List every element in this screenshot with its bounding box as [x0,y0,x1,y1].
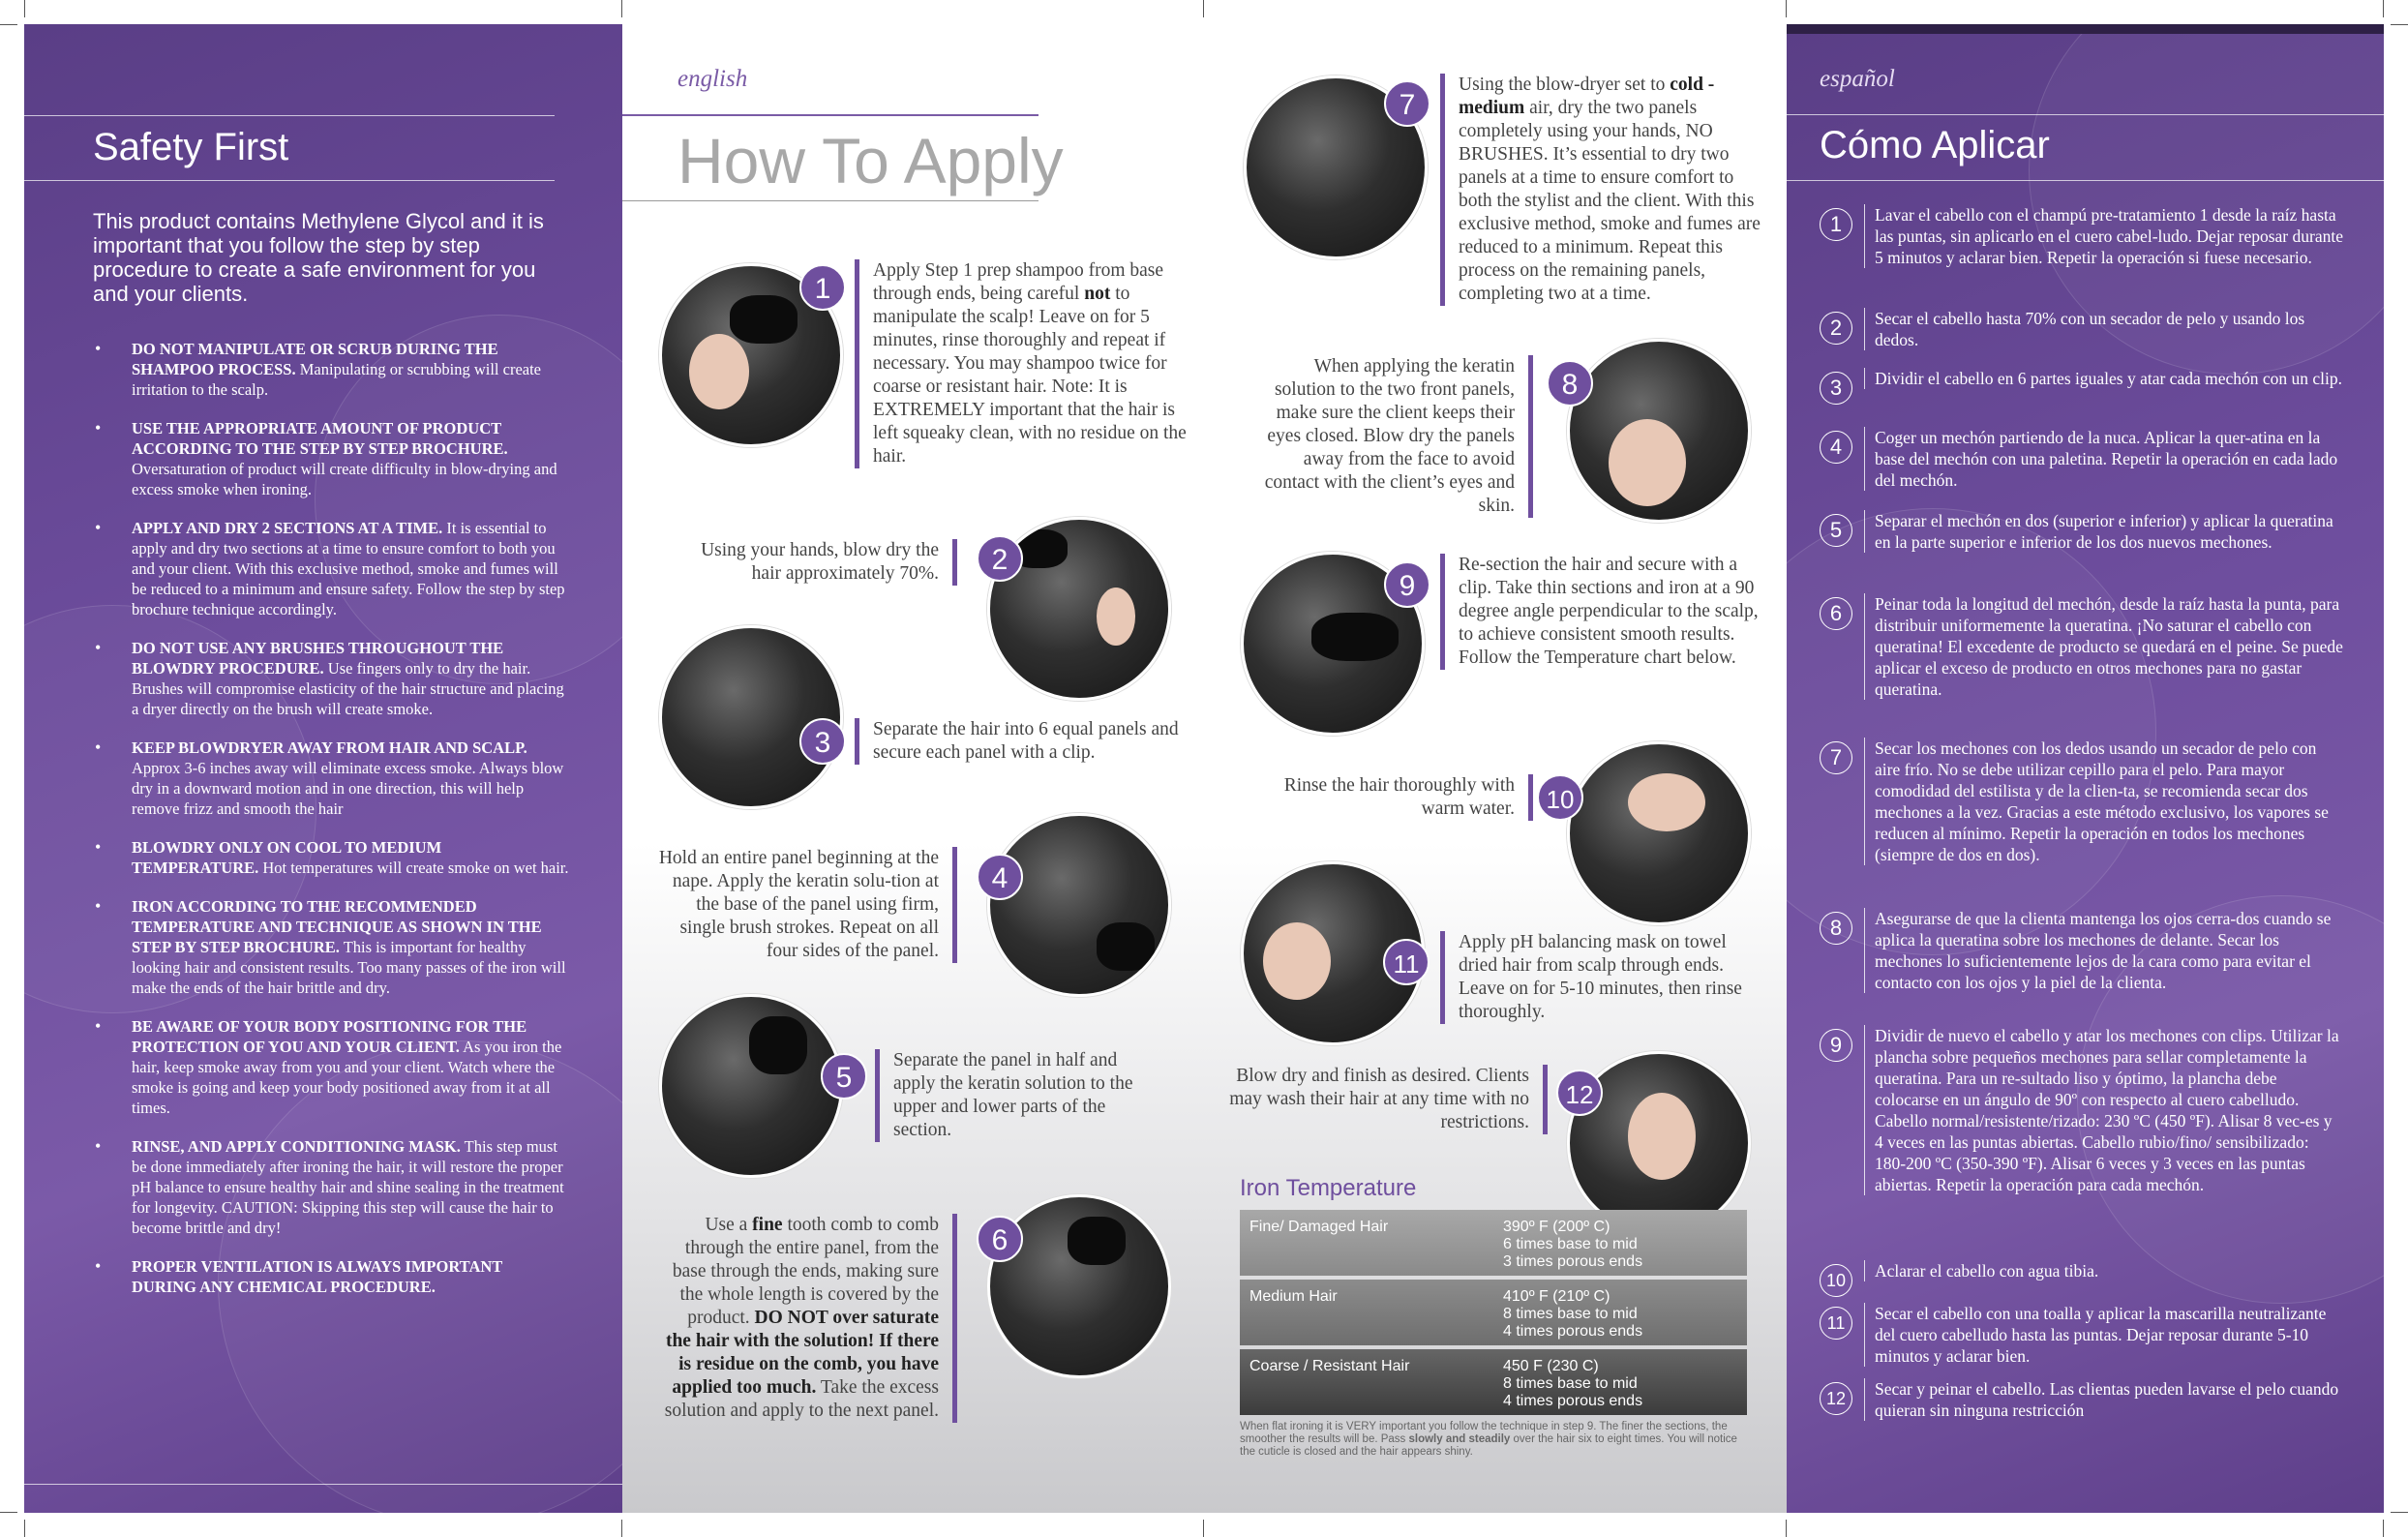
step-number-badge: 11 [1820,1307,1852,1340]
safety-item [93,837,569,878]
face-shape [1097,588,1135,646]
step-number-badge: 10 [1820,1264,1852,1297]
bullet-icon: • [95,1136,102,1156]
spanish-step-text: Lavar el cabello con el champú pre-tratamiento 1 desde la raíz hasta las puntas, sin aplicarlo en el cuero cabel-ludo. Dejar reposar durante 5 minutos y aclarar bien. Repetir la operación si fuese necesario. [1864,204,2343,268]
step-2-text: Using your hands, blow dry the hair approximately 70%. [677,539,957,586]
safety-item-heading: DO NOT MANIPULATE OR SCRUB DURING THE SHAMPOO PROCESS. [132,340,498,378]
spanish-step-text: Peinar toda la longitud del mechón, desde la raíz hasta la punta, para distribuir uniformemente la queratina. ¡No saturar el cabello con queratina! El excedente de producto se quedará en el peine. Se puede aplicar el exceso de producto en otros mechones para no gastar queratina. [1864,593,2343,700]
crop-mark [621,0,622,17]
safety-item-text: It is essential to apply and dry two sections at a time to ensure comfort to both you and your client. With this exclusive method, smoke and fumes will be reduced to a minimum and ensure safety. Follow the step by step brochure technique accordingly. [132,519,565,618]
temperature-row [1240,1210,1747,1276]
step-3-photo [659,625,843,809]
glove-shape [749,1016,807,1074]
spec-line: 4 times porous ends [1503,1323,1643,1340]
spanish-step-text: Aclarar el cabello con agua tibia. [1864,1260,2343,1281]
english-lang-label: english [677,66,748,92]
crop-mark [1786,0,1787,17]
step-8-badge: 8 [1547,360,1593,407]
spanish-step-text: Secar los mechones con los dedos usando un secador de pelo con aire frío. No se debe utilizar cepillo para el pelo. Para mayor comodidad del estilista y de la clien-ta, se recomienda secar dos mechones a la vez. Gracias a este método exclusivo, los vapores se reducen al mínimo. Repetir la operación en todos los mechones (siempre de dos en dos). [1864,738,2343,865]
temperature-row [1240,1280,1747,1345]
temperature-spec [1503,1288,1642,1341]
step-5-text: Separate the panel in half and apply the keratin solution to the upper and lower parts of the section. [875,1049,1155,1142]
crop-mark [2383,1520,2384,1537]
crop-mark [1786,1520,1787,1537]
safety-item-heading: IRON ACCORDING TO THE RECOMMENDED TEMPERATURE AND TECHNIQUE AS SHOWN IN THE STEP BY STEP BROCHURE. [132,897,542,956]
step-number-badge: 5 [1820,514,1852,547]
bullet-icon: • [95,837,102,857]
bullet-icon: • [95,418,102,437]
safety-item-text: As you iron the hair, keep smoke away from you and your client. Watch where the smoke is going and keep your body positioned away from it at all times. [132,1038,562,1117]
spec-line: 8 times base to mid [1503,1306,1638,1322]
face-shape [689,334,749,409]
step-8-photo [1567,339,1751,523]
crop-mark [0,24,17,25]
step-11-badge: 11 [1383,939,1430,985]
safety-item [93,896,569,998]
safety-item-text: This step must be done immediately after ironing the hair, it will restore the proper pH balance to ensure healthy hair and shine sealing in the treatment for longevity. CAUTION: Skipping this step will cause the hair to become brittle and dry! [132,1137,564,1237]
step-number-badge: 1 [1820,208,1852,241]
safety-item-text: Approx 3-6 inches away will eliminate excess smoke. Always blow dry in a downward motion and in one direction, this will help remove frizz and smooth the hair [132,759,564,818]
spanish-title: Cómo Aplicar [1820,124,2050,166]
safety-item-heading: KEEP BLOWDRYER AWAY FROM HAIR AND SCALP. [132,738,527,757]
safety-item-text: Hot temperatures will create smoke on wet hair. [258,859,569,877]
spec-line: 4 times porous ends [1503,1393,1643,1409]
safety-intro: This product contains Methylene Glycol and it is important that you follow the step by step procedure to create a safe environment for you and your clients. [93,209,544,306]
divider [1787,114,2384,115]
spanish-step-text: Coger un mechón partiendo de la nuca. Aplicar la quer-atina en la base del mechón con una paletina. Repetir la operación en cada lado del mechón. [1864,427,2343,491]
step-number-badge: 12 [1820,1382,1852,1415]
face-shape [1609,419,1686,506]
bullet-icon: • [95,339,102,358]
glove-shape [1097,922,1155,971]
safety-item-heading: BE AWARE OF YOUR BODY POSITIONING FOR THE PROTECTION OF YOU AND YOUR CLIENT. [132,1017,527,1056]
step-7-badge: 7 [1384,80,1430,127]
face-shape [1628,1093,1696,1180]
face-shape [1628,773,1705,831]
glove-shape [1068,1217,1126,1265]
step-4-badge: 4 [977,854,1023,900]
divider [622,114,1038,116]
step-10-photo [1567,741,1751,925]
step-number-badge: 9 [1820,1029,1852,1062]
spanish-lang-label: español [1820,66,1895,92]
divider [1787,180,2384,181]
step-2-badge: 2 [977,535,1023,582]
step-number-badge: 3 [1820,372,1852,405]
safety-item-text: This is important for healthy looking hair and consistent results. Too many passes of the iron will make the ends of the hair brittle and dry. [132,938,566,997]
hair-type: Fine/ Damaged Hair [1249,1219,1389,1235]
safety-item [93,418,569,499]
step-4-photo [987,813,1171,997]
crop-mark [2391,1512,2408,1513]
safety-item-text: Oversaturation of product will create difficulty in blow-drying and excess smoke when ironing. [132,460,557,498]
step-number-badge: 4 [1820,431,1852,464]
spanish-step-text: Separar el mechón en dos (superior e inferior) y aplicar la queratina en la parte superior e inferior de los dos nuevos mechones. [1864,510,2343,553]
step-number-badge: 6 [1820,597,1852,630]
step-7-text: Using the blow-dryer set to cold - medium air, dry the two panels completely using your hands, NO BRUSHES. It’s essential to dry two panels at a time to ensure comfort to both the stylist and the client. With this exclusive method, smoke and fumes are reduced to a minimum. Repeat this process on the remaining panels, completing two at a time. [1440,74,1770,306]
step-number-badge: 2 [1820,312,1852,345]
safety-item [93,738,569,819]
step-number-badge: 7 [1820,741,1852,774]
step-3-badge: 3 [799,718,846,765]
page-title: How To Apply [677,125,1064,196]
bullet-icon: • [95,638,102,657]
step-12-badge: 12 [1556,1070,1603,1116]
step-6-badge: 6 [977,1216,1023,1262]
bullet-icon: • [95,738,102,757]
safety-item-heading: BLOWDRY ONLY ON COOL TO MEDIUM TEMPERATURE. [132,838,442,877]
safety-item-text: Use fingers only to dry the hair. Brushes will compromise elasticity of the hair structure and placing a dryer directly on the brush will create smoke. [132,659,564,718]
step-3-text: Separate the hair into 6 equal panels and secure each panel with a clip. [855,718,1189,765]
spec-line: 410º F (210º C) [1503,1288,1610,1305]
divider [24,115,555,116]
safety-item [93,518,569,619]
top-band [1787,24,2384,34]
spanish-step-text: Asegurarse de que la clienta mantenga los ojos cerra-dos cuando se aplica la queratina sobre los mechones de delante. Secar los mechones lo suficientemente lejos de la cara como para evitar el contacto con los ojos y la piel de la clienta. [1864,908,2343,993]
divider [622,200,1038,201]
safety-item-text: Manipulating or scrubbing will create irritation to the scalp. [132,360,541,399]
safety-item [93,638,569,719]
step-4-text: Hold an entire panel beginning at the nape. Apply the keratin solu-tion at the base of the panel using firm, single brush strokes. Repeat on all four sides of the panel. [658,847,957,963]
crop-mark [2383,0,2384,17]
step-6-text: Use a fine tooth comb to comb through the entire panel, from the base through the ends, making sure the whole length is covered by the product. DO NOT over saturate the hair with the solution! If there is residue on the comb, you have applied too much. Take the excess solution and apply to the next panel. [658,1214,957,1423]
bullet-icon: • [95,896,102,916]
crop-mark [1203,0,1204,17]
spec-line: 450 F (230 C) [1503,1358,1599,1374]
step-1-text: Apply Step 1 prep shampoo from base through ends, being careful not to manipulate the scalp! Leave on for 5 minutes, rinse thoroughly and repeat if necessary. You may shampoo twice for coarse or resistant hair. Note: It is EXTREMELY important that the hair is left squeaky clean, with no residue on the hair. [855,259,1189,468]
spanish-step-text: Secar el cabello hasta 70% con un secador de pelo y usando los dedos. [1864,308,2343,350]
crop-mark [1203,1520,1204,1537]
safety-item-heading: USE THE APPROPRIATE AMOUNT OF PRODUCT ACCORDING TO THE STEP BY STEP BROCHURE. [132,419,508,458]
spec-line: 3 times porous ends [1503,1253,1643,1270]
step-10-badge: 10 [1537,774,1583,821]
safety-title: Safety First [93,126,289,168]
safety-item [93,1136,569,1238]
temperature-note: When flat ironing it is VERY important you follow the technique in step 9. The finer the sections, the smoother the results will be. Pass slowly and steadily over the hair six to eight times. You will notice the cuticle is closed and the hair appears shiny. [1240,1421,1737,1458]
divider [24,1484,622,1485]
bullet-icon: • [95,1016,102,1036]
step-9-text: Re-section the hair and secure with a clip. Take thin sections and iron at a 90 degree angle perpendicular to the scalp, to achieve consistent smooth results. Follow the Temperature chart below. [1440,554,1759,670]
bullet-icon: • [95,518,102,537]
safety-list [93,339,569,1315]
step-5-badge: 5 [821,1053,867,1100]
crop-mark [621,1520,622,1537]
face-shape [1263,922,1331,1000]
safety-item [93,1256,569,1297]
glove-shape [730,295,798,344]
crop-mark [24,1520,25,1537]
step-5-photo [659,994,843,1178]
safety-item-heading: APPLY AND DRY 2 SECTIONS AT A TIME. [132,519,443,537]
safety-item [93,339,569,400]
step-10-text: Rinse the hair thoroughly with warm water. [1249,774,1533,821]
spanish-step-text: Dividir de nuevo el cabello y atar los mechones con clips. Utilizar la plancha sobre pequeños mechones para sellar completamente la queratina. Para un re-sultado liso y óptimo, la plancha debe colocarse en un ángulo de 90º con respecto al cuero cabelludo. Cabello normal/resistente/rizado: 230 ºC (450 ºF). Alisar 8 vec-es y 4 veces en las puntas abiertas. Cabello rubio/fino/ sensibilizado: 180-200 ºC (350-390 ºF). Alisar 6 veces y 3 veces en las puntas abiertas. Repetir la operación para cada mechón. [1864,1025,2343,1195]
temperature-spec [1503,1219,1642,1271]
crop-mark [24,0,25,17]
temperature-row [1240,1349,1747,1415]
temperature-table [1240,1210,1747,1419]
crop-mark [2391,24,2408,25]
divider [24,180,555,181]
bullet-icon: • [95,1256,102,1276]
decorative-bubble [1787,508,2156,955]
crop-mark [0,1512,17,1513]
step-12-text: Blow dry and finish as desired. Clients may wash their hair at any time with no restrictions. [1229,1065,1548,1134]
spanish-step-text: Secar y peinar el cabello. Las clientas pueden lavarse el pelo cuando quieran sin ninguna restricción [1864,1378,2343,1421]
safety-item-heading: DO NOT USE ANY BRUSHES THROUGHOUT THE BLOWDRY PROCEDURE. [132,639,504,678]
step-1-badge: 1 [799,264,846,311]
step-number-badge: 8 [1820,912,1852,945]
spanish-step-text: Secar el cabello con una toalla y aplicar la mascarilla neutralizante del cuero cabelludo hasta las puntas. Dejar reposar durante 5-10 minutos y aclarar bien. [1864,1303,2343,1367]
step-8-text: When applying the keratin solution to the two front panels, make sure the client keeps their eyes closed. Blow dry the panels away from the face to avoid contact with the client’s eyes and skin. [1249,355,1533,518]
spec-line: 390º F (200º C) [1503,1219,1610,1235]
step-9-badge: 9 [1384,561,1430,608]
hair-type: Coarse / Resistant Hair [1249,1358,1410,1374]
safety-item-heading: PROPER VENTILATION IS ALWAYS IMPORTANT DURING ANY CHEMICAL PROCEDURE. [132,1257,502,1296]
spanish-step-text: Dividir el cabello en 6 partes iguales y atar cada mechón con un clip. [1864,368,2343,389]
safety-item-heading: RINSE, AND APPLY CONDITIONING MASK. [132,1137,461,1156]
spec-line: 8 times base to mid [1503,1375,1638,1392]
hair-type: Medium Hair [1249,1288,1338,1305]
safety-item [93,1016,569,1118]
step-11-text: Apply pH balancing mask on towel dried hair from scalp through ends. Leave on for 5-10 minutes, then rinse thoroughly. [1440,931,1759,1024]
temperature-title: Iron Temperature [1240,1175,1417,1201]
temperature-spec [1503,1358,1642,1410]
spec-line: 6 times base to mid [1503,1236,1638,1252]
glove-shape [1311,613,1399,661]
